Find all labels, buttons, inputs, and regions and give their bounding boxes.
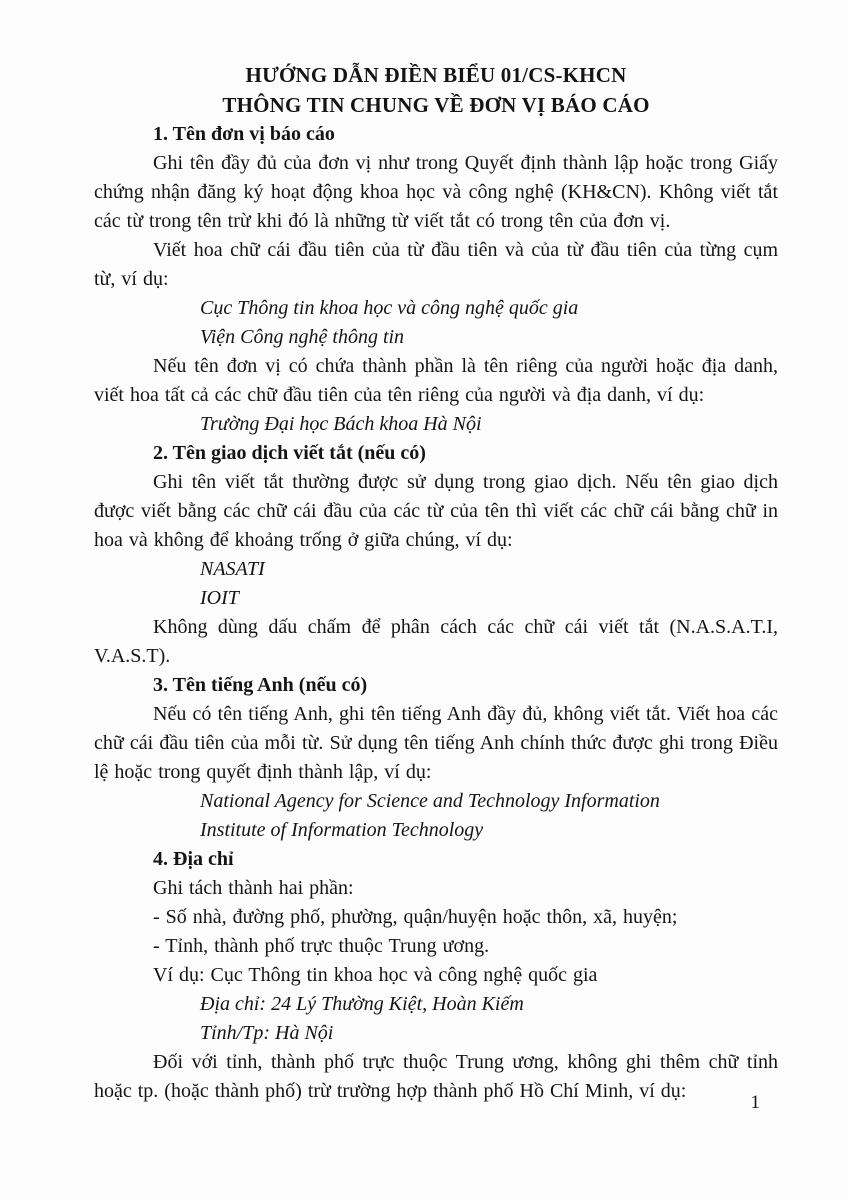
section-heading-4: 4. Địa chỉ bbox=[153, 848, 234, 870]
document-title-line-1: HƯỚNG DẪN ĐIỀN BIỂU 01/CS-KHCN bbox=[245, 63, 627, 87]
example-line: Tỉnh/Tp: Hà Nội bbox=[200, 1022, 334, 1044]
section-heading-3: 3. Tên tiếng Anh (nếu có) bbox=[153, 674, 368, 696]
section-heading-2: 2. Tên giao dịch viết tắt (nếu có) bbox=[153, 442, 426, 464]
paragraph: Ví dụ: Cục Thông tin khoa học và công nghệ quốc gia bbox=[153, 964, 598, 986]
example-line: Trường Đại học Bách khoa Hà Nội bbox=[200, 413, 482, 435]
paragraph: Nếu tên đơn vị có chứa thành phần là tên riêng của người hoặc địa danh, viết hoa tất cả các chữ đầu tiên của tên riêng của người và địa danh, ví dụ: bbox=[94, 355, 778, 406]
paragraph: Ghi tách thành hai phần: bbox=[153, 877, 354, 899]
example-line: IOIT bbox=[200, 587, 239, 609]
paragraph: Ghi tên viết tắt thường được sử dụng trong giao dịch. Nếu tên giao dịch được viết bằng các chữ cái đầu của các từ của tên thì viết các chữ cái bằng chữ in hoa và không để khoảng trống ở giữa chúng, ví dụ: bbox=[94, 471, 778, 551]
paragraph: Ghi tên đầy đủ của đơn vị như trong Quyết định thành lập hoặc trong Giấy chứng nhận đăng ký hoạt động khoa học và công nghệ (KH&CN). Không viết tắt các từ trong tên trừ khi đó là những từ viết tắt có trong tên của đơn vị. bbox=[94, 152, 778, 232]
page-number: 1 bbox=[750, 1092, 760, 1113]
example-line: Cục Thông tin khoa học và công nghệ quốc gia bbox=[200, 297, 579, 319]
paragraph: Nếu có tên tiếng Anh, ghi tên tiếng Anh đầy đủ, không viết tắt. Viết hoa các chữ cái đầu tiên của mỗi từ. Sử dụng tên tiếng Anh chính thức được ghi trong Điều lệ hoặc trong quyết định thành lập, ví dụ: bbox=[94, 703, 778, 783]
document-content bbox=[94, 60, 778, 1106]
example-line: NASATI bbox=[200, 558, 265, 580]
paragraph: Viết hoa chữ cái đầu tiên của từ đầu tiên và của từ đầu tiên của từng cụm từ, ví dụ: bbox=[94, 239, 778, 290]
example-line: Địa chỉ: 24 Lý Thường Kiệt, Hoàn Kiếm bbox=[200, 993, 524, 1015]
paragraph: Đối với tỉnh, thành phố trực thuộc Trung ương, không ghi thêm chữ tỉnh hoặc tp. (hoặc thành phố) trừ trường hợp thành phố Hồ Chí Minh, ví dụ: bbox=[94, 1051, 778, 1102]
example-line: National Agency for Science and Technology Information bbox=[200, 790, 660, 812]
paragraph: Không dùng dấu chấm để phân cách các chữ cái viết tắt (N.A.S.A.T.I, V.A.S.T). bbox=[94, 616, 778, 667]
document-title-line-2: THÔNG TIN CHUNG VỀ ĐƠN VỊ BÁO CÁO bbox=[222, 93, 650, 117]
list-item: - Tỉnh, thành phố trực thuộc Trung ương. bbox=[153, 935, 490, 957]
example-line: Institute of Information Technology bbox=[200, 819, 484, 841]
list-item: - Số nhà, đường phố, phường, quận/huyện hoặc thôn, xã, huyện; bbox=[153, 906, 678, 928]
example-line: Viện Công nghệ thông tin bbox=[200, 326, 405, 348]
section-heading-1: 1. Tên đơn vị báo cáo bbox=[153, 123, 335, 145]
